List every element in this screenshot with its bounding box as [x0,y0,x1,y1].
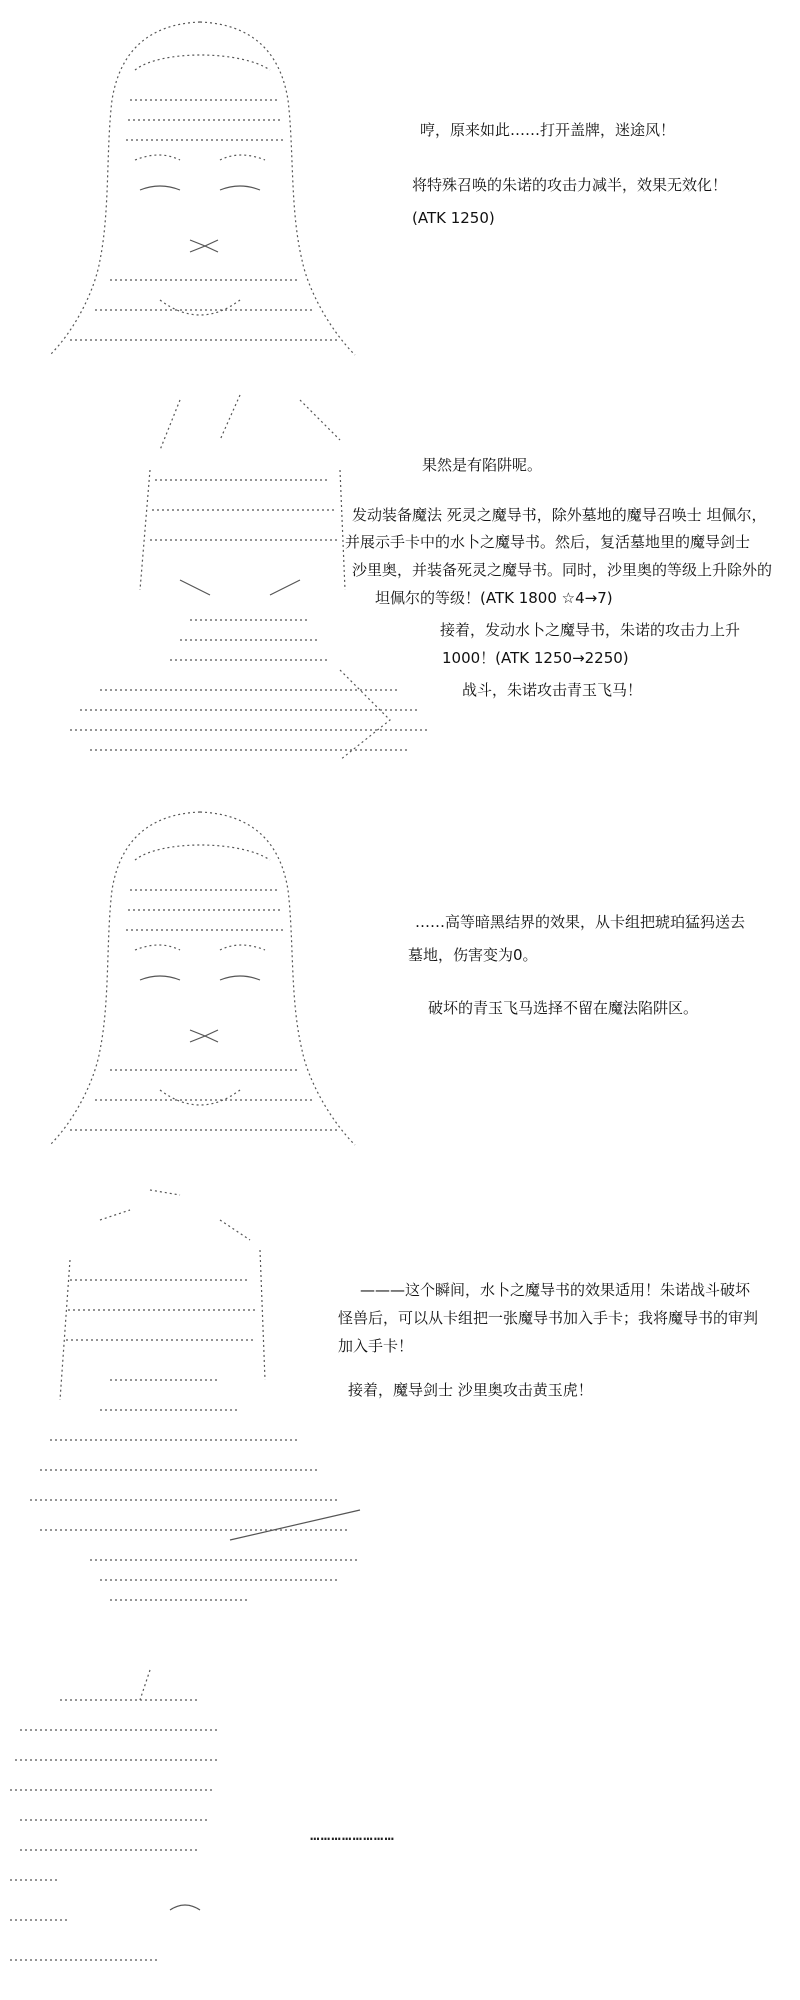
ellipsis-line: …………………… [310,1825,396,1844]
dialogue-line: 坦佩尔的等级！(ATK 1800 ☆4→7) [375,589,613,607]
girl-portrait-art [40,10,370,360]
dialogue-line: ……高等暗黑结界的效果，从卡组把琥珀猛犸送去 [415,913,746,931]
girl-portrait-art [40,800,370,1150]
dialogue-line: 接着，魔导剑士 沙里奥攻击黄玉虎！ [348,1381,593,1399]
dialogue-line: 果然是有陷阱呢。 [422,456,543,474]
closeup-art [0,1660,240,1990]
dialogue-line: 怪兽后，可以从卡组把一张魔导书加入手卡；我将魔导书的审判 [338,1309,759,1327]
dialogue-line: 破坏的青玉飞马选择不留在魔法陷阱区。 [428,999,699,1017]
panel-4 [0,1180,800,1640]
panel-1 [0,0,800,370]
dialogue-line: 沙里奥，并装备死灵之魔导书。同时，沙里奥的等级上升除外的 [352,561,773,579]
panel-2 [0,380,800,780]
dialogue-line: 接着，发动水卜之魔导书，朱诺的攻击力上升 [440,621,741,639]
dialogue-line: ———这个瞬间，水卜之魔导书的效果适用！朱诺战斗破坏 [360,1281,751,1299]
dialogue-line: 墓地，伤害变为0。 [408,946,538,964]
dialogue-line: 加入手卡！ [338,1337,414,1355]
dialogue-line: (ATK 1250) [412,209,495,227]
dialogue-line: 发动装备魔法 死灵之魔导书，除外墓地的魔导召唤士 坦佩尔， [352,506,767,524]
panel-5 [0,1660,800,2000]
panel-3 [0,800,800,1160]
boy-portrait-art [40,390,460,770]
dialogue-line: 1000！(ATK 1250→2250) [442,649,629,667]
dialogue-line: 将特殊召唤的朱诺的攻击力减半，效果无效化！ [412,176,728,194]
dialogue-line: 哼，原来如此……打开盖牌，迷途风！ [420,121,676,139]
dialogue-line: 并展示手卡中的水卜之魔导书。然后，复活墓地里的魔导剑士 [345,533,751,551]
swordsman-art [0,1180,370,1620]
dialogue-line: 战斗，朱诺攻击青玉飞马！ [462,681,643,699]
